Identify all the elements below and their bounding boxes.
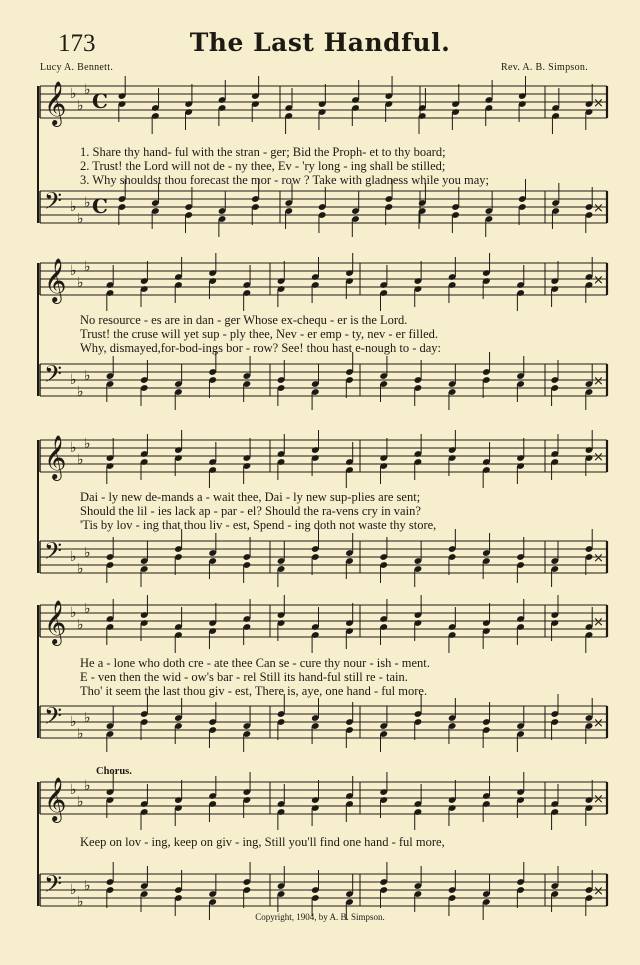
rest-icon: × — [593, 374, 604, 389]
flat-icon: ♭ — [77, 617, 84, 633]
rest-icon: × — [593, 792, 604, 807]
flat-icon: ♭ — [84, 259, 91, 275]
lyric-verse-3-line-3: 'Tis by lov - ing that thou liv - est, Spend - ing doth not waste thy store, — [80, 518, 437, 532]
flat-icon: ♭ — [84, 195, 91, 211]
bass-clef-icon: 𝄢 — [44, 360, 63, 393]
flat-icon: ♭ — [84, 778, 91, 794]
lyric-verse-1-line-1: 1. Share thy hand- ful with the stran - ger; Bid the Proph- et to thy board; — [80, 145, 446, 159]
flat-icon: ♭ — [84, 368, 91, 384]
rest-icon: × — [593, 716, 604, 731]
lyric-verse-1-line-2: No resource - es are in dan - ger Whose ex-chequ - er is the Lord. — [80, 313, 408, 327]
flat-icon: ♭ — [77, 275, 84, 291]
flat-icon: ♭ — [70, 605, 77, 621]
bass-clef-icon: 𝄢 — [44, 870, 63, 903]
treble-clef-icon: 𝄞 — [44, 777, 67, 821]
rest-icon: × — [593, 551, 604, 566]
flat-icon: ♭ — [84, 601, 91, 617]
treble-clef-icon: 𝄞 — [44, 435, 67, 479]
lyric-verse-2-line-4: E - ven then the wid - ow's bar - rel Still its hand-ful still re - tain. — [80, 670, 408, 684]
flat-icon: ♭ — [70, 782, 77, 798]
flat-icon: ♭ — [77, 452, 84, 468]
flat-icon: ♭ — [84, 878, 91, 894]
chorus-label: Chorus. — [96, 766, 132, 777]
copyright-notice: Copyright, 1904, by A. B. Simpson. — [255, 912, 385, 922]
flat-icon: ♭ — [77, 561, 84, 577]
treble-clef-icon: 𝄞 — [44, 81, 67, 125]
lyric-verse-3-line-2: Why, dismayed,for-bod-ings bor - row? See! thou hast e-nough to - day: — [80, 341, 442, 355]
lyric-verse-3-line-1: 3. Why shouldst thou forecast the mor - row ? Take with gladness while you may; — [80, 173, 490, 187]
flat-icon: ♭ — [70, 263, 77, 279]
rest-icon: × — [593, 273, 604, 288]
flat-icon: ♭ — [70, 714, 77, 730]
flat-icon: ♭ — [84, 436, 91, 452]
flat-icon: ♭ — [77, 726, 84, 742]
rest-icon: × — [593, 884, 604, 899]
lyric-verse-3-line-4: Tho' it seem the last thou giv - est, There is, aye, one hand - ful more. — [80, 684, 428, 698]
lyric-verse-2-line-2: Trust! the cruse will yet sup - ply thee, Nev - er emp - ty, nev - er filled. — [80, 327, 439, 341]
bass-clef-icon: 𝄢 — [44, 537, 63, 570]
treble-clef-icon: 𝄞 — [44, 600, 67, 644]
author-credit: Rev. A. B. Simpson. — [500, 62, 588, 73]
flat-icon: ♭ — [70, 86, 77, 102]
flat-icon: ♭ — [70, 882, 77, 898]
bass-clef-icon: 𝄢 — [44, 702, 63, 735]
page-number: 173 — [58, 30, 96, 57]
hymn-title: The Last Handful. — [189, 28, 451, 57]
flat-icon: ♭ — [70, 549, 77, 565]
flat-icon: ♭ — [77, 894, 84, 910]
composer-credit: Lucy A. Bennett. — [40, 62, 114, 73]
treble-clef-icon: 𝄞 — [44, 258, 67, 302]
lyric-verse-2-line-1: 2. Trust! the Lord will not de - ny thee, Ev - 'ry long - ing shall be stilled; — [80, 159, 446, 173]
flat-icon: ♭ — [84, 82, 91, 98]
flat-icon: ♭ — [77, 384, 84, 400]
lyric-chorus-line: Keep on lov - ing, keep on giv - ing, Still you'll find one hand - ful more, — [80, 835, 445, 849]
flat-icon: ♭ — [77, 794, 84, 810]
flat-icon: ♭ — [77, 211, 84, 227]
flat-icon: ♭ — [70, 372, 77, 388]
lyric-verse-1-line-4: He a - lone who doth cre - ate thee Can se - cure thy nour - ish - ment. — [80, 656, 430, 670]
flat-icon: ♭ — [84, 545, 91, 561]
common-time-icon: C — [92, 194, 108, 218]
rest-icon: × — [593, 450, 604, 465]
rest-icon: × — [593, 96, 604, 111]
common-time-icon: C — [92, 89, 108, 113]
lyric-verse-1-line-3: Dai - ly new de-mands a - wait thee, Dai - ly new sup-plies are sent; — [80, 490, 421, 504]
flat-icon: ♭ — [77, 98, 84, 114]
bass-clef-icon: 𝄢 — [44, 187, 63, 220]
flat-icon: ♭ — [70, 440, 77, 456]
rest-icon: × — [593, 615, 604, 630]
flat-icon: ♭ — [70, 199, 77, 215]
rest-icon: × — [593, 201, 604, 216]
flat-icon: ♭ — [84, 710, 91, 726]
lyric-verse-2-line-3: Should the lil - ies lack ap - par - el? Should the ra-vens cry in vain? — [80, 504, 421, 518]
